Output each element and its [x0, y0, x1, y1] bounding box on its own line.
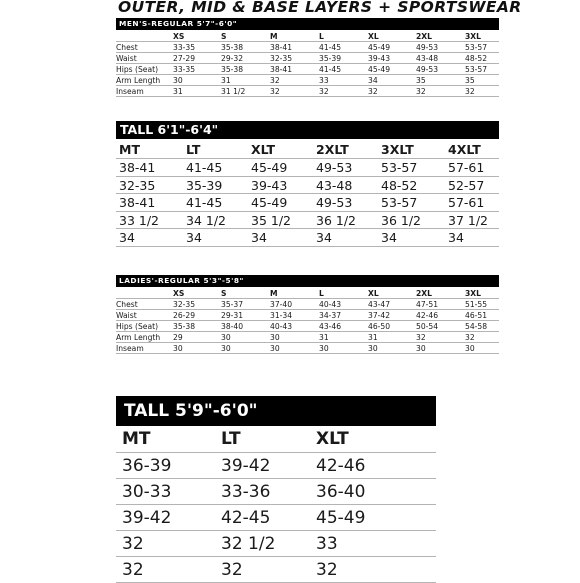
row-label: Inseam: [116, 87, 144, 96]
table-cell: 35-38: [173, 322, 196, 331]
table-cell: 43-46: [319, 322, 342, 331]
tall-mens-title: TALL 6'1"-6'4": [116, 121, 499, 139]
column-header: L: [319, 32, 324, 41]
table-header-row: [116, 288, 499, 299]
table-cell: 43-48: [416, 54, 439, 63]
table-row: [116, 212, 499, 230]
table-row: [116, 321, 499, 332]
table-cell: 30: [465, 344, 475, 353]
table-cell: 32: [368, 87, 378, 96]
table-cell: 34: [186, 230, 202, 245]
table-cell: 45-49: [251, 195, 288, 210]
table-row: [116, 64, 499, 75]
table-cell: 53-57: [381, 195, 418, 210]
table-cell: 32-35: [119, 177, 156, 193]
table-cell: 32: [319, 87, 329, 96]
column-header: XLT: [316, 429, 349, 449]
table-cell: 38-40: [221, 322, 244, 331]
column-header: 4XLT: [448, 142, 481, 157]
table-cell: 35 1/2: [251, 212, 291, 228]
table-cell: 34: [316, 230, 332, 245]
page-title: OUTER, MID & BASE LAYERS + SPORTSWEAR: [118, 0, 522, 16]
table-cell: 34: [368, 76, 378, 85]
table-cell: 36 1/2: [316, 212, 356, 228]
table-row: [116, 229, 499, 247]
table-cell: 27-29: [173, 54, 196, 63]
ladies-regular-table: [116, 275, 499, 370]
table-cell: 39-43: [368, 54, 391, 63]
table-cell: 36 1/2: [381, 212, 421, 228]
column-header: 3XL: [465, 32, 481, 41]
table-row: [116, 86, 499, 97]
table-cell: 45-49: [368, 43, 391, 52]
table-cell: 42-46: [316, 456, 366, 476]
table-cell: 30: [173, 344, 183, 353]
row-label: Waist: [116, 54, 137, 63]
table-cell: 49-53: [416, 43, 439, 52]
table-header-row: [116, 426, 436, 453]
table-cell: 36-40: [316, 482, 366, 502]
table-cell: 35: [416, 76, 426, 85]
table-row: [116, 194, 499, 212]
table-header-row: [116, 31, 499, 42]
table-cell: 41-45: [186, 195, 223, 210]
table-cell: 30: [270, 333, 280, 342]
table-cell: 34: [381, 230, 397, 245]
table-cell: 54-58: [465, 322, 488, 331]
table-row: [116, 310, 499, 321]
table-cell: 32: [221, 560, 243, 580]
table-cell: 29-32: [221, 54, 244, 63]
table-cell: 38-41: [270, 43, 293, 52]
table-cell: 30: [416, 344, 426, 353]
table-row: [116, 53, 499, 64]
table-cell: 51-55: [465, 300, 488, 309]
table-cell: 34: [448, 230, 464, 245]
table-cell: 30: [173, 76, 183, 85]
table-cell: 49-53: [416, 65, 439, 74]
table-cell: 32: [270, 76, 280, 85]
row-label: Inseam: [116, 344, 144, 353]
table-cell: 33-35: [173, 65, 196, 74]
table-cell: 32: [465, 87, 475, 96]
table-cell: 29-31: [221, 311, 244, 320]
table-cell: 31-34: [270, 311, 293, 320]
table-cell: 34-37: [319, 311, 342, 320]
column-header: XS: [173, 32, 185, 41]
table-cell: 42-45: [221, 508, 271, 528]
column-header: 2XL: [416, 289, 432, 298]
table-cell: 50-54: [416, 322, 439, 331]
column-header: MT: [122, 429, 151, 449]
table-cell: 35-37: [221, 300, 244, 309]
table-cell: 39-43: [251, 177, 288, 193]
table-cell: 36-39: [122, 456, 172, 476]
row-label: Chest: [116, 43, 138, 52]
ladies-regular-title: LADIES'-REGULAR 5'3"-5'8": [116, 275, 499, 287]
table-cell: 31: [368, 333, 378, 342]
column-header: S: [221, 289, 227, 298]
table-row: [116, 557, 436, 583]
table-row: [116, 159, 499, 177]
table-cell: 53-57: [381, 160, 418, 175]
table-cell: 34 1/2: [186, 212, 226, 228]
column-header: LT: [186, 142, 201, 157]
column-header: XLT: [251, 142, 276, 157]
table-cell: 33-36: [221, 482, 271, 502]
table-cell: 30: [368, 344, 378, 353]
table-cell: 30: [319, 344, 329, 353]
table-cell: 53-57: [465, 65, 488, 74]
table-cell: 34: [251, 230, 267, 245]
table-row: [116, 505, 436, 531]
table-cell: 32-35: [270, 54, 293, 63]
table-cell: 33 1/2: [119, 212, 159, 228]
table-cell: 32: [122, 534, 144, 554]
table-cell: 46-51: [465, 311, 488, 320]
table-row: [116, 343, 499, 354]
mens-regular-table: [116, 18, 499, 114]
table-cell: 53-57: [465, 43, 488, 52]
tall-mens-table: [116, 121, 499, 247]
column-header: 3XLT: [381, 142, 414, 157]
table-cell: 38-41: [119, 160, 156, 175]
table-cell: 33: [316, 534, 338, 554]
table-cell: 48-52: [465, 54, 488, 63]
table-cell: 32: [122, 560, 144, 580]
row-label: Arm Length: [116, 76, 161, 85]
table-cell: 31: [173, 87, 183, 96]
table-cell: 41-45: [186, 160, 223, 175]
row-divider: [116, 96, 499, 97]
table-cell: 43-48: [316, 177, 353, 193]
row-label: Arm Length: [116, 333, 161, 342]
table-cell: 49-53: [316, 160, 353, 175]
table-cell: 34: [119, 230, 135, 245]
table-cell: 52-57: [448, 177, 485, 193]
table-cell: 35-38: [221, 65, 244, 74]
column-header: XS: [173, 289, 185, 298]
table-cell: 45-49: [368, 65, 391, 74]
table-header-row: [116, 141, 499, 159]
column-header: XL: [368, 289, 379, 298]
column-header: M: [270, 32, 278, 41]
table-cell: 49-53: [316, 195, 353, 210]
row-label: Hips (Seat): [116, 65, 159, 74]
table-cell: 41-45: [319, 65, 342, 74]
table-cell: 38-41: [270, 65, 293, 74]
table-row: [116, 332, 499, 343]
table-cell: 45-49: [251, 160, 288, 175]
table-cell: 35-39: [319, 54, 342, 63]
table-row: [116, 75, 499, 86]
table-cell: 48-52: [381, 177, 418, 193]
table-cell: 32 1/2: [221, 534, 276, 554]
table-cell: 33-35: [173, 43, 196, 52]
row-label: Chest: [116, 300, 138, 309]
table-cell: 46-50: [368, 322, 391, 331]
table-cell: 31: [319, 333, 329, 342]
table-cell: 32: [316, 560, 338, 580]
table-cell: 38-41: [119, 195, 156, 210]
column-header: L: [319, 289, 324, 298]
table-cell: 29: [173, 333, 183, 342]
table-cell: 35-38: [221, 43, 244, 52]
table-cell: 31: [221, 76, 231, 85]
column-header: LT: [221, 429, 241, 449]
row-label: Waist: [116, 311, 137, 320]
table-cell: 47-51: [416, 300, 439, 309]
table-cell: 37 1/2: [448, 212, 488, 228]
table-cell: 41-45: [319, 43, 342, 52]
table-cell: 39-42: [122, 508, 172, 528]
table-cell: 37-42: [368, 311, 391, 320]
column-header: XL: [368, 32, 379, 41]
mens-regular-title: MEN'S-REGULAR 5'7"-6'0": [116, 18, 499, 30]
table-cell: 31 1/2: [221, 87, 246, 96]
column-header: 3XL: [465, 289, 481, 298]
table-cell: 26-29: [173, 311, 196, 320]
table-row: [116, 479, 436, 505]
table-cell: 33: [319, 76, 329, 85]
table-cell: 30: [270, 344, 280, 353]
table-cell: 37-40: [270, 300, 293, 309]
table-row: [116, 299, 499, 310]
table-row: [116, 453, 436, 479]
table-cell: 40-43: [319, 300, 342, 309]
table-cell: 32: [416, 87, 426, 96]
table-cell: 32: [465, 333, 475, 342]
table-cell: 32-35: [173, 300, 196, 309]
row-label: Hips (Seat): [116, 322, 159, 331]
table-cell: 39-42: [221, 456, 271, 476]
tall-ladies-table: [116, 396, 436, 580]
table-cell: 43-47: [368, 300, 391, 309]
table-row: [116, 177, 499, 195]
table-cell: 57-61: [448, 195, 485, 210]
table-row: [116, 531, 436, 557]
table-cell: 42-46: [416, 311, 439, 320]
column-header: 2XLT: [316, 142, 349, 157]
table-cell: 40-43: [270, 322, 293, 331]
row-divider: [116, 353, 499, 354]
table-cell: 35-39: [186, 177, 223, 193]
table-cell: 30: [221, 333, 231, 342]
tall-ladies-title: TALL 5'9"-6'0": [116, 396, 436, 426]
table-cell: 45-49: [316, 508, 366, 528]
column-header: S: [221, 32, 227, 41]
column-header: M: [270, 289, 278, 298]
table-cell: 35: [465, 76, 475, 85]
table-row: [116, 42, 499, 53]
table-cell: 57-61: [448, 160, 485, 175]
table-cell: 32: [416, 333, 426, 342]
row-divider: [116, 246, 499, 247]
column-header: MT: [119, 142, 140, 157]
table-cell: 32: [270, 87, 280, 96]
column-header: 2XL: [416, 32, 432, 41]
table-cell: 30: [221, 344, 231, 353]
table-cell: 30-33: [122, 482, 172, 502]
